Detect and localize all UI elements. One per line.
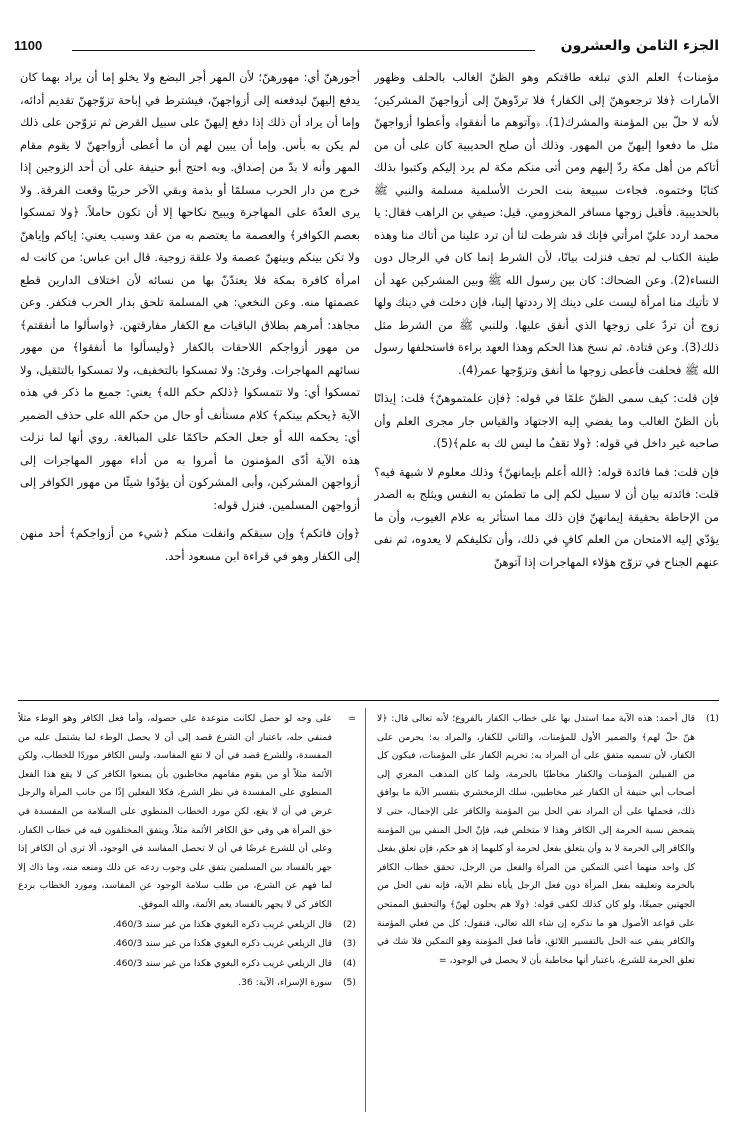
footnote-separator [18, 700, 719, 701]
footnote-number: (1) [705, 713, 719, 724]
part-title: الجزء الثامن والعشرون [560, 38, 719, 54]
footnotes-right-column [377, 710, 719, 1115]
paragraph: مؤمنات﴾ العلم الذي تبلغه طاقتكم وهو الظنّ الغالب بالحلف وظهور الأمارات ﴿فلا ترجعوهنّ إلى الكفار﴾ فلا تردّوهنّ إلى أزواجهنّ المشركين؛ لأنه لا حلّ بين المؤمنة والمشرك(1). ﴿وآتوهم ما أنفقوا﴾ وأعطوا أزواجهنّ مثل ما دفعوا إليهنّ من المهور. وذلك أن صلح الحديبية كان على أن من أتاكم من أهل مكة ردّ إليهم ومن أتى منكم مكة لم يرد إليكم وكتبوا بذلك كتابًا وختموه. فجاءت سبيعة بنت الحرث الأسلمية مسلمة والنبي ﷺ بالحديبية. فأقبل زوجها مسافر المخزومي. قيل: صيفي بن الراهب فقال: يا محمد اردد عليّ امرأتي فإنك قد شرطت لنا أن ترد علينا من أتاك منا وهذه طينة الكتاب لم تجف فنزلت بيانًا، لأن الشرط إنما كان في الرجال دون النساء(2). وعن الضحاك: كان بين رسول الله ﷺ وبين المشركين عهد أن لا تأتيك منا امرأة ليست على دينك إلا رددتها إلينا، فإن دخلت في دينك ولها زوج أن تردّ على زوجها الذي أنفق عليها. وللنبي ﷺ من الشرط مثل ذلك(3). وعن قتادة. ثم نسخ هذا الحكم وهذا العهد براءة فاستحلفها رسول الله ﷺ فحلفت فأعطى زوجها ما أنفق وتزوّجها عمر(4). [374, 70, 719, 377]
footnote-number: (2) [342, 918, 356, 930]
footnote-text: على وجه لو حصل لكانت متوعدة على حصوله، وأما فعل الكافر وهو الوطء مثلاً فمنفي حله، باعتبار أن الشرع قصد إلى أن لا يحصل الوطء لما يشتمل عليه من المفسدة، وللشرع قصد في أن لا تقع المفاسد، وليس الكافر موردًا للخطاب، ولكن الأئمة مثلاً أو من يقوم مقامهم مخاطبون بأن يمنعوا الكافر كي لا يقع هذا الفعل المنطوي على المفسدة في نظر الشرع، فكلا الفعلين إذًا من جانب المرأة والرجل غرض في أن لا يقع، لكن مورد الخطاب المنطوي على السلامة من المفسدة في حق المرأة هي وفي حق الكافر الأئمة مثلاً، ويتفق المختلفون فيه في خطاب الكفار، وعلى أن للشرع غرضًا في أن لا تحصل المفاسد في الوجود، ألا ترى أن الكافر إذا جهر بالفساد بين المسلمين يتفق على وجوب ردعه عن ذلك ومنعه منه، وما ذاك إلا لما فهم عن الشرع، من طلب سلامة الوجود عن المفاسد، ومورد الخطاب بردع الكافر كي لا يجهر بالفساد يعم الأئمة، والله الموفق. [18, 713, 332, 910]
footnote-number: (4) [342, 957, 356, 969]
footnote-text: قال الزيلعي غريب ذكره البغوي هكذا من غير سند 460/3. [112, 957, 332, 969]
running-header [14, 38, 719, 60]
footnote [18, 916, 356, 935]
header-rule [72, 50, 535, 51]
footnote-text: قال الزيلعي غريب ذكره البغوي هكذا من غير سند 460/3. [112, 938, 332, 950]
paragraph: ﴿وإن فاتكم﴾ وإن سبقكم وانفلت منكم ﴿شيء من أزواجكم﴾ أحد منهن إلى الكفار وهو في قراءة ابن مسعود أحد. [20, 526, 360, 563]
main-text-right-column [374, 66, 719, 691]
footnote-text: قال أحمد: هذه الآية مما استدل بها على خطاب الكفار بالفروع؛ لأنه تعالى قال: ﴿لا هنّ حلّ لهم﴾ والضمير الأول للمؤمنات، والثاني للكفار، والمراد به: يحرمن على الكفار، لأن تسميه متفق على أن المراد به: تحريم الكفار على المؤمنات، فيكون كل من القبيلين المؤمنات والكفار مخاطبًا بالحرمة، ولما كان المذهب المعزي إلى أصحاب أبي حنيفة أن الكفار غير مخاطبين، سلك الزمخشري بتفسير الآية ما يوافق ذلك، فحملها على أن المراد نفي الحل بين المؤمنة والكافر على الإجمال، حتى لا يتمحض نسبة الحرمة إلى الكافر وهذا لا متخلص فيه، فإنّ الحل المنفي بين المؤمنة والكافر إلى الحرمة لا بد وأن يتعلق بفعل لحرمة أو كليهما إذ هو حكم، فإن تعلق بفعل كل واحد منهما أعني التمكين من المرأة والفعل من الرجل، تحقق خطاب الكافر بالحرمة وتعليقه بفعل المرأة دون فعل الرجل يأباه نظم الآية، فإنه نفى الحل من الجهتين جميعًا، ولو كان كذلك لكفى قوله: ﴿ولا هم يحلون لهنّ﴾ والتحقيق الممتحن على قواعد الأصول هو ما نذكره إن شاء الله تعالى، فنقول: كل من فعلي المؤمنة والكافر ينفي عنه الحل بالتفسير اللائق، فأما فعل المؤمنة وهو التمكين فلا شك في تعلق الحرمة للشرع، باعتبار أنها مخاطبة بأن لا يحصل في الوجود، = [377, 713, 695, 966]
footnote-text: قال الزيلعي غريب ذكره البغوي هكذا من غير سند 460/3. [112, 918, 332, 930]
footnote [18, 974, 356, 993]
footnote [18, 955, 356, 974]
main-text-left-column [20, 66, 360, 691]
footnote-number: (5) [342, 977, 356, 989]
footnote-column-divider [365, 708, 366, 1112]
paragraph: أجورهنّ أي: مهورهنّ؛ لأن المهر أجر البضع ولا يخلو إما أن يراد بهما كان يدفع إليهنّ ليدفعنه إلى أزواجهنّ، فيشترط في إباحة تزوّجهنّ تقديم أدائه، وإما أن يراد أن ذلك إذا دفع إليهنّ على سبيل القرض ثم تزوّجن على ذلك لم يكن به بأس. وإما أن يبين لهم أن ما أعطى أزواجهنّ لا يقوم مقام المهر وأنه لا بدّ من إصداق. وبه احتج أبو حنيفة على أن أحد الزوجين إذا خرج من دار الحرب مسلمًا أو بذمة وبقي الآخر حربيًا وقعت الفرقة. ولا يرى العدّة على المهاجرة ويبيح نكاحها إلا أن تكون حاملاً. ﴿ولا تمسكوا بعصم الكوافر﴾ والعصمة ما يعتصم به من عقد وسبب يعني: إياكم وإياهنّ ولا تكن بينكم وبينهنّ عصمة ولا علقة زوجية. قال ابن عباس: من كانت له امرأة كافرة بمكة فلا يعتدّنّ بها من نسائه لأن اختلاف الدارين قطع عصمتها منه. وعن النخعي: هي المسلمة تلحق بدار الحرب فتكفر. وعن مجاهد: أمرهم بطلاق الباقيات مع الكفار مفارقتهن. ﴿واسألوا ما أنفقتم﴾ من مهور أزواجكم اللاحقات بالكفار ﴿وليسألوا ما أنفقوا﴾ من مهور نسائهم المهاجرات. وقرئ: ولا تمسكوا بالتخفيف، ولا تمسكوا بالتثقيل، ولا تمسكوا أي: ولا تتمسكوا ﴿ذلكم حكم الله﴾ يعني: جميع ما ذكر في هذه الآية ﴿يحكم بينكم﴾ كلام مستأنف أو حال من حكم الله على حذف الضمير أي: يحكمه الله أو جعل الحكم حاكمًا على المبالغة. روي أنها لما نزلت هذه الآية أدّى المؤمنون ما أمروا به من أداء مهور المهاجرات إلى أزواجهن المشركين، وأبى المشركون أن يؤدّوا شيئًا من مهور الكوافر إلى أزواجهن المسلمين. فنزل قوله: [20, 70, 360, 512]
paragraph: فإن قلت: كيف سمى الظنّ علمًا في قوله: ﴿فإن علمتموهنّ﴾ قلت: إيذانًا بأن الظنّ الغالب وما يفضي إليه الاجتهاد والقياس جار مجرى العلم وأن صاحبه غير داخل في قوله: ﴿ولا تقفُ ما ليس لك به علم﴾(5). [374, 391, 719, 450]
footnote-number: (3) [342, 938, 356, 950]
footnote [18, 710, 356, 915]
footnote [377, 710, 719, 970]
footnotes-left-column [18, 710, 356, 1115]
paragraph: فإن قلت: فما فائدة قوله: ﴿الله أعلم بإيمانهنّ﴾ وذلك معلوم لا شبهة فيه؟ قلت: فائدته بيان أن لا سبيل لكم إلى ما تطمئن به النفس ويثلج به الصدر من الإحاطة بحقيقة إيمانهنّ فإن ذلك مما استأثر به علام الغيوب، وأن ما يؤدّي إليه الامتحان من العلم كافٍ في ذلك، وأن تكليفكم لا يعدوه، ثم نفى عنهم الجناح في تزوّج هؤلاء المهاجرات إذا آتوهنّ [374, 464, 719, 569]
footnote [18, 935, 356, 954]
footnote-text: سورة الإسراء، الآية: 36. [238, 977, 332, 989]
footnote-number: = [348, 713, 356, 724]
page-number: 1100 [14, 38, 43, 53]
